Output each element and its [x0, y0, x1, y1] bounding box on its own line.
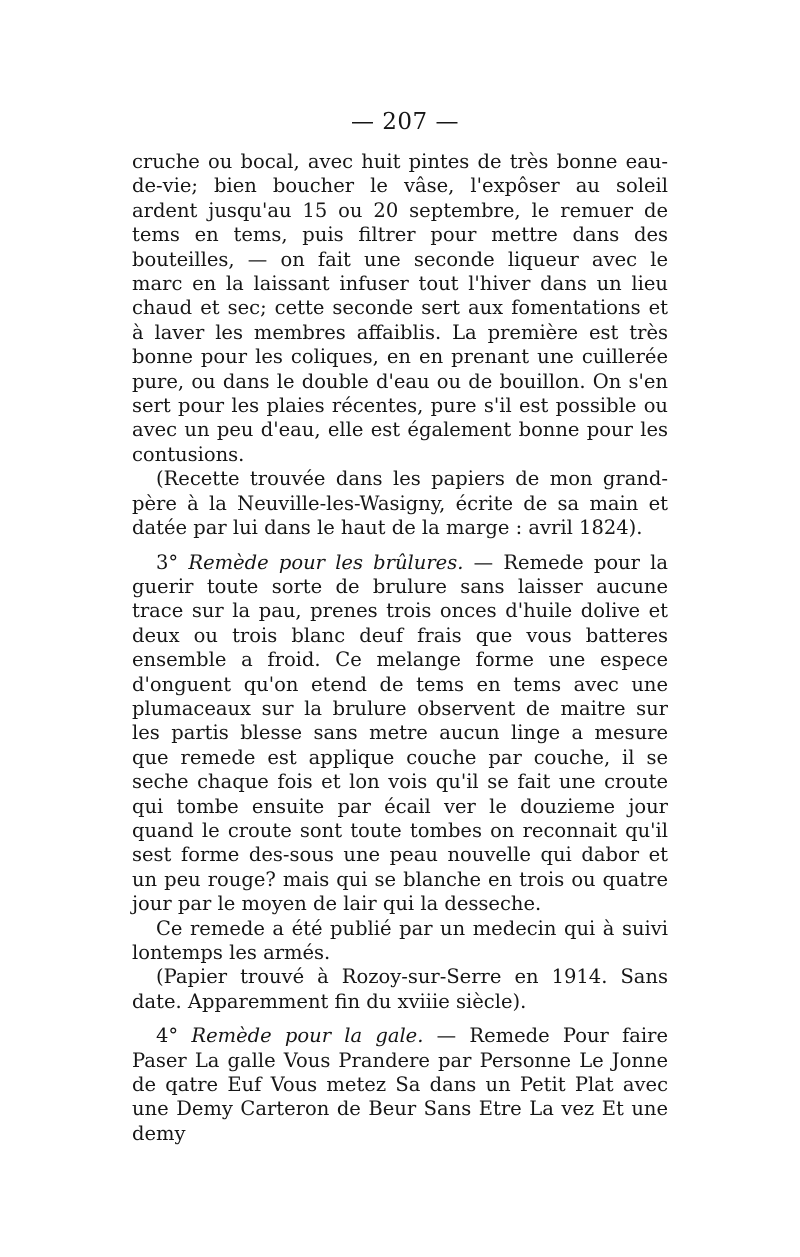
book-page [132, 108, 668, 1146]
remedy-title: Remède pour les brûlures. [188, 550, 464, 574]
remedy-title: Remède pour la gale. [191, 1024, 424, 1048]
remedy-text: — Remede Pour faire Paser La galle Vous Prandere par Personne Le Jonne de qatre Euf Vous metez Sa dans un Petit Plat avec une Demy Carteron de Beur Sans Etre La vez Et une demy [132, 1024, 669, 1145]
remedy-text: — Remede pour la guerir toute sorte de brulure sans laisser aucune trace sur la pau, prenes trois onces d'huile dolive et deux ou trois blanc deuf frais que vous batteres ensemble a froid. Ce melange forme une espece d'onguent qu'on etend de tems en tems avec une plumaceaux sur la brulure observent de maitre sur les partis blesse sans metre aucun linge a mesure que remede est applique couche par couche, il se seche chaque fois et lon vois qu'il se fait une croute qui tombe ensuite par écail ver le douzieme jour quand le croute sont toute tombes on reconnait qu'il sest forme des-sous une peau nouvelle qui dabor et un peu rouge? mais qui se blanche en trois ou quatre jour par le moyen de lair qui la desseche. [132, 550, 669, 916]
paragraph-remedy-scabies [132, 1024, 668, 1146]
paragraph-source-note-1: (Recette trouvée dans les papiers de mon grand-père à la Neuville-les-Wasigny, écrite de sa main et datée par lui dans le haut de la marge : avril 1824). [132, 467, 668, 540]
remedy-number: 4° [156, 1024, 179, 1048]
paragraph-recipe-continuation: cruche ou bocal, avec huit pintes de très bonne eau-de-vie; bien boucher le vâse, l'expôser au soleil ardent jusqu'au 15 ou 20 septembre, le remuer de tems en tems, puis filtrer pour mettre dans des bouteilles, — on fait une seconde liqueur avec le marc en la laissant infuser tout l'hiver dans un lieu chaud et sec; cette seconde sert aux fomentations et à laver les membres affaiblis. La première est très bonne pour les coliques, en en prenant une cuillerée pure, ou dans le double d'eau ou de bouillon. On s'en sert pour les plaies récentes, pure s'il est possible ou avec un peu d'eau, elle est également bonne pour les contusions. [132, 150, 668, 466]
page-number: — 207 — [350, 109, 460, 135]
paragraph-remedy-burns [132, 551, 668, 917]
remedy-number: 3° [156, 550, 179, 574]
paragraph-remedy-note: Ce remede a été publié par un medecin qui à suivi lontemps les armés. [132, 916, 668, 964]
paragraph-source-note-2: (Papier trouvé à Rozoy-sur-Serre en 1914. Sans date. Apparemment fin du xviiie siècle). [132, 965, 668, 1013]
